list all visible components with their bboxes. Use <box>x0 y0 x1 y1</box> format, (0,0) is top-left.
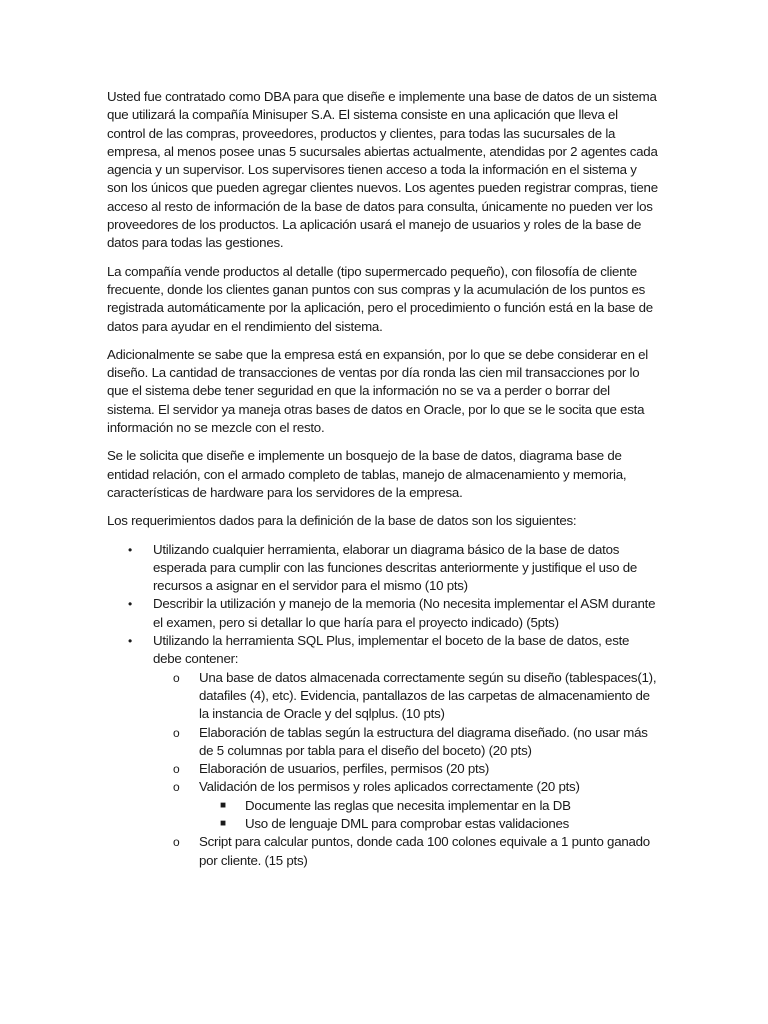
expansion-paragraph: Adicionalmente se sabe que la empresa está en expansión, por lo que se debe considerar en el diseño. La cantidad de transacciones de ventas por día ronda las cien mil transacciones por lo que el sistema debe tener seguridad en que la información no se va a perder o borrar del sistema. El servidor ya maneja otras bases de datos en Oracle, por lo que se le socita que esta información no se mezcle con el resto. <box>107 346 649 436</box>
requirement-text: Describir la utilización y manejo de la memoria (No necesita implementar el ASM durante el examen, pero si detallar lo que haría para el proyecto indicado) (5pts) <box>153 596 656 630</box>
requirement-text: Utilizando la herramienta SQL Plus, implementar el boceto de la base de datos, este debe contener: <box>153 633 630 667</box>
company-paragraph: La compañía vende productos al detalle (tipo supermercado pequeño), con filosofía de cliente frecuente, donde los clientes ganan puntos con sus compras y la acumulación de los puntos es registrada automáticamente por la aplicación, pero el procedimiento o función está en la base de datos para ayudar en el rendimiento del sistema. <box>107 263 653 334</box>
requirement-item <box>107 632 659 870</box>
requirement-item <box>107 595 659 632</box>
validation-text: Uso de lenguaje DML para comprobar estas validaciones <box>245 815 570 831</box>
sub-requirement-text: Validación de los permisos y roles aplicados correctamente (20 pts) <box>199 779 580 795</box>
circle-bullet-icon: o <box>173 725 180 740</box>
sub-requirement-item <box>153 778 659 833</box>
sub-requirement-text: Elaboración de usuarios, perfiles, permisos (20 pts) <box>199 761 490 777</box>
validation-text: Documente las reglas que necesita implementar en la DB <box>245 797 571 813</box>
circle-bullet-icon: o <box>173 762 180 777</box>
bullet-icon: • <box>128 597 132 612</box>
sub-requirements-list <box>153 669 659 870</box>
validation-item <box>199 815 659 833</box>
sub-requirement-text: Script para calcular puntos, donde cada 100 colones equivale a 1 punto ganado por cliente. (15 pts) <box>199 834 650 868</box>
circle-bullet-icon: o <box>173 780 180 795</box>
square-bullet-icon: ■ <box>220 817 226 829</box>
bullet-icon: • <box>128 542 132 557</box>
circle-bullet-icon: o <box>173 835 180 850</box>
requirements-intro: Los requerimientos dados para la definición de la base de datos son los siguientes: <box>107 513 577 529</box>
sub-requirement-item <box>153 760 659 778</box>
bullet-icon: • <box>128 634 132 649</box>
intro-paragraph: Usted fue contratado como DBA para que diseñe e implemente una base de datos de un sistema que utilizará la compañía Minisuper S.A. El sistema consiste en una aplicación que lleva el control de las compras, proveedores, productos y clientes, para todas las sucursales de la empresa, al menos posee unas 5 sucursales abiertas actualmente, atendidas por 2 agentes cada agencia y un supervisor. Los supervisores tienen acceso a toda la información en el sistema y son los únicos que pueden agregar clientes nuevos. Los agentes pueden registrar compras, tiene acceso al resto de información de la base de datos para consulta, únicamente no pueden ver los proveedores de los productos. La aplicación usará el manejo de usuarios y roles de la base de datos para todas las gestiones. <box>107 89 658 251</box>
requirement-item <box>107 541 659 596</box>
requirements-list <box>107 541 659 870</box>
sub-requirement-text: Elaboración de tablas según la estructura del diagrama diseñado. (no usar más de 5 columnas por tabla para el diseño del boceto) (20 pts) <box>199 724 648 758</box>
validation-list <box>199 797 659 834</box>
sub-requirement-item <box>153 833 659 870</box>
sub-requirement-item <box>153 724 659 761</box>
requirement-text: Utilizando cualquier herramienta, elaborar un diagrama básico de la base de datos esperada para cumplir con las funciones descritas anteriormente y justifique el uso de recursos a asignar en el servidor para el mismo (10 pts) <box>153 541 638 594</box>
validation-item <box>199 797 659 815</box>
sub-requirement-text: Una base de datos almacenada correctamente según su diseño (tablespaces(1), datafiles (4), etc). Evidencia, pantallazos de las carpetas de almacenamiento de la instancia de Oracle y del sqlplus. (10 pts) <box>199 669 657 722</box>
request-paragraph: Se le solicita que diseñe e implemente un bosquejo de la base de datos, diagrama base de entidad relación, con el armado completo de tablas, manejo de almacenamiento y memoria, características de hardware para los servidores de la empresa. <box>107 448 627 500</box>
square-bullet-icon: ■ <box>220 799 226 811</box>
circle-bullet-icon: o <box>173 670 180 685</box>
sub-requirement-item <box>153 669 659 724</box>
document-page <box>107 88 659 870</box>
